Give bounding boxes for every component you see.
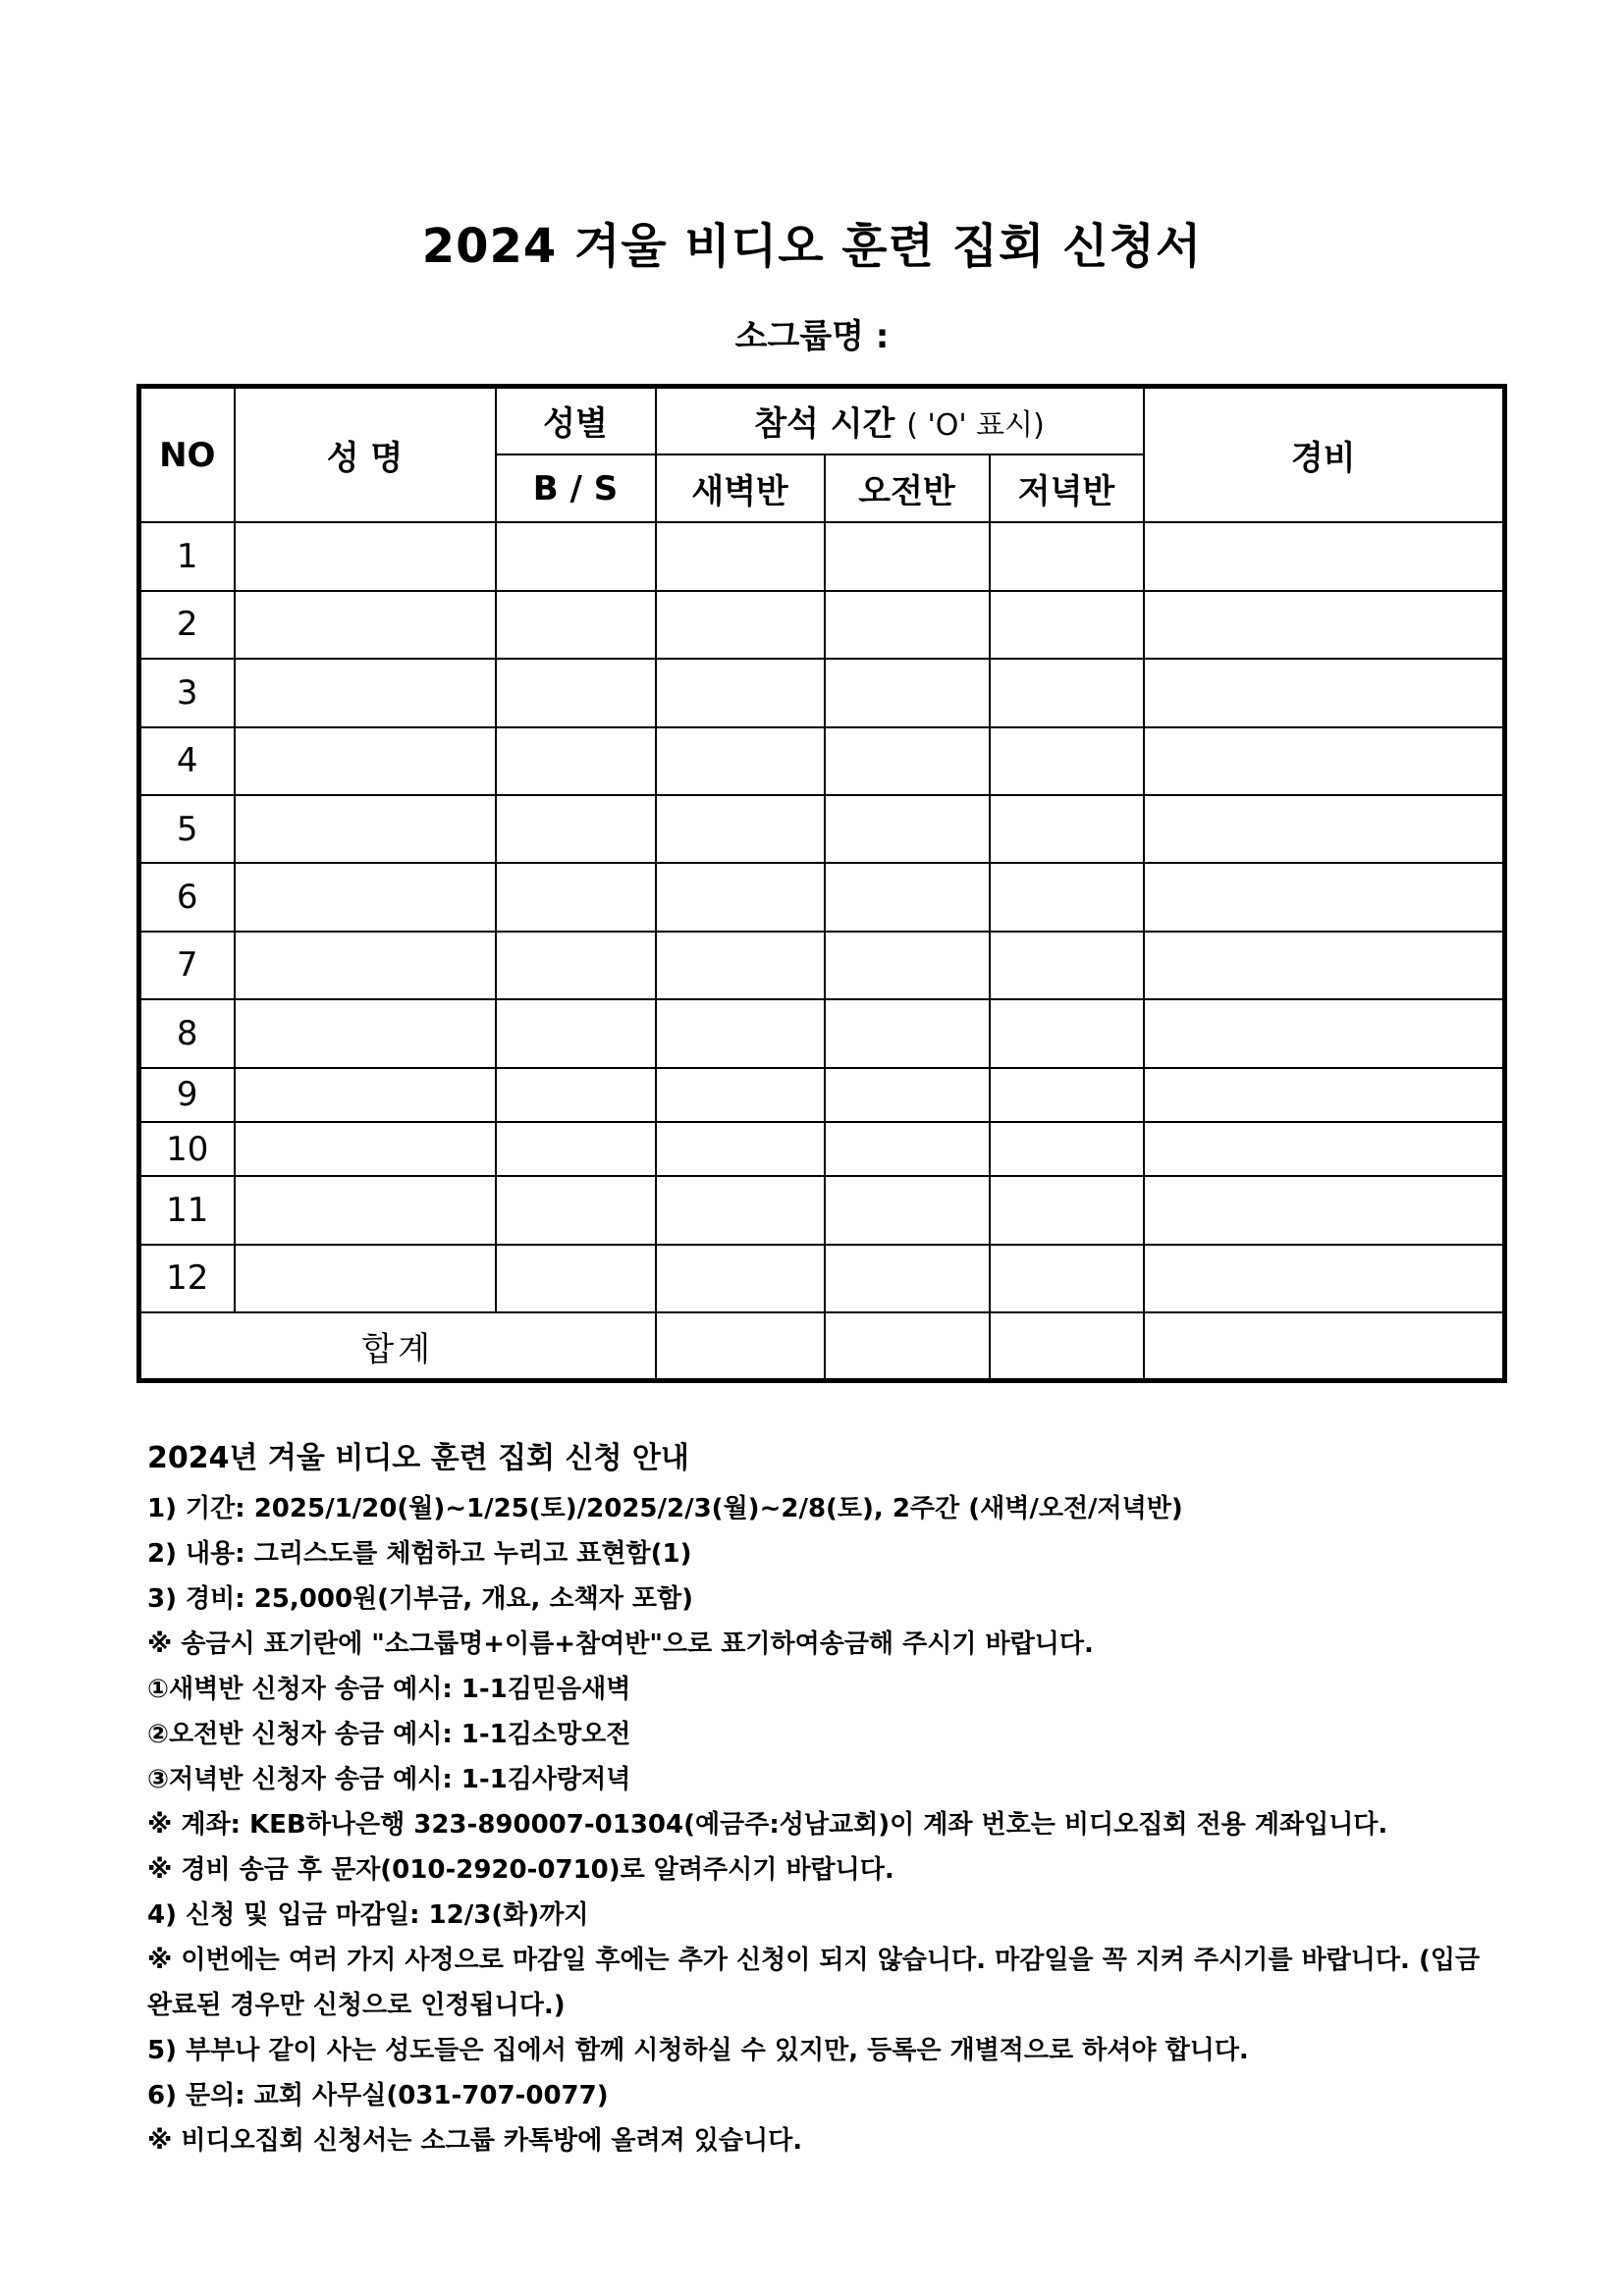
name-cell[interactable] — [235, 1122, 496, 1176]
morning-cell[interactable] — [825, 1068, 990, 1122]
header-attendance-time-label: 참석 시간 — [754, 404, 895, 445]
total-cost-cell[interactable] — [1144, 1312, 1505, 1380]
table-body — [139, 522, 1505, 1312]
info-line: 3) 경비: 25,000원(기부금, 개요, 소책자 포함) — [147, 1584, 693, 1614]
dawn-cell[interactable] — [656, 727, 825, 795]
info-line: 2) 내용: 그리스도를 체험하고 누리고 표현함(1) — [147, 1539, 692, 1569]
gender-cell[interactable] — [496, 1068, 656, 1122]
dawn-cell[interactable] — [656, 591, 825, 659]
table-row — [139, 727, 1505, 795]
dawn-cell[interactable] — [656, 1122, 825, 1176]
table-row — [139, 795, 1505, 863]
info-line: ②오전반 신청자 송금 예시: 1-1김소망오전 — [147, 1720, 631, 1749]
table-row — [139, 1176, 1505, 1244]
evening-cell[interactable] — [990, 591, 1144, 659]
table-row — [139, 1245, 1505, 1312]
gender-cell[interactable] — [496, 863, 656, 931]
cost-cell[interactable] — [1144, 999, 1505, 1067]
cost-cell[interactable] — [1144, 591, 1505, 659]
info-lines — [147, 1486, 1502, 2163]
total-row — [139, 1312, 1505, 1380]
evening-cell[interactable] — [990, 1068, 1144, 1122]
row-number: 3 — [139, 659, 235, 726]
page-title: 2024 겨울 비디오 훈련 집회 신청서 — [421, 219, 1203, 274]
gender-cell[interactable] — [496, 522, 656, 590]
evening-cell[interactable] — [990, 863, 1144, 931]
name-cell[interactable] — [235, 1068, 496, 1122]
name-cell[interactable] — [235, 932, 496, 999]
row-number: 1 — [139, 522, 235, 590]
morning-cell[interactable] — [825, 522, 990, 590]
dawn-cell[interactable] — [656, 1176, 825, 1244]
morning-cell[interactable] — [825, 727, 990, 795]
cost-cell[interactable] — [1144, 727, 1505, 795]
name-cell[interactable] — [235, 795, 496, 863]
morning-cell[interactable] — [825, 795, 990, 863]
name-cell[interactable] — [235, 659, 496, 726]
table-row — [139, 591, 1505, 659]
evening-cell[interactable] — [990, 522, 1144, 590]
header-morning: 오전반 — [825, 454, 990, 522]
info-title: 2024년 겨울 비디오 훈련 집회 신청 안내 — [147, 1441, 689, 1475]
dawn-cell[interactable] — [656, 795, 825, 863]
header-no: NO — [139, 387, 235, 523]
table-row — [139, 999, 1505, 1067]
dawn-cell[interactable] — [656, 1068, 825, 1122]
table-row — [139, 1122, 1505, 1176]
dawn-cell[interactable] — [656, 522, 825, 590]
row-number: 12 — [139, 1245, 235, 1312]
total-morning-cell[interactable] — [825, 1312, 990, 1380]
gender-cell[interactable] — [496, 591, 656, 659]
row-number: 6 — [139, 863, 235, 931]
info-line: ③저녁반 신청자 송금 예시: 1-1김사랑저녁 — [147, 1765, 631, 1794]
cost-cell[interactable] — [1144, 522, 1505, 590]
name-cell[interactable] — [235, 591, 496, 659]
table-row — [139, 1068, 1505, 1122]
morning-cell[interactable] — [825, 932, 990, 999]
row-number: 5 — [139, 795, 235, 863]
morning-cell[interactable] — [825, 1176, 990, 1244]
row-number: 9 — [139, 1068, 235, 1122]
evening-cell[interactable] — [990, 795, 1144, 863]
gender-cell[interactable] — [496, 1122, 656, 1176]
header-gender-sub: B / S — [496, 454, 656, 522]
header-dawn: 새벽반 — [656, 454, 825, 522]
morning-cell[interactable] — [825, 591, 990, 659]
header-name: 성 명 — [235, 387, 496, 523]
dawn-cell[interactable] — [656, 659, 825, 726]
info-line: ※ 이번에는 여러 가지 사정으로 마감일 후에는 추가 신청이 되지 않습니다. 마감일을 꼭 지켜 주시기를 바랍니다. (입금 완료된 경우만 신청으로 인정됩니다.) — [147, 1946, 1481, 2020]
row-number: 2 — [139, 591, 235, 659]
small-group-name-label: 소그룹명 : — [734, 317, 890, 356]
info-line: 4) 신청 및 입금 마감일: 12/3(화)까지 — [147, 1900, 589, 1930]
morning-cell[interactable] — [825, 1122, 990, 1176]
dawn-cell[interactable] — [656, 1245, 825, 1312]
row-number: 11 — [139, 1176, 235, 1244]
evening-cell[interactable] — [990, 999, 1144, 1067]
morning-cell[interactable] — [825, 863, 990, 931]
cost-cell[interactable] — [1144, 795, 1505, 863]
gender-cell[interactable] — [496, 932, 656, 999]
name-cell[interactable] — [235, 1176, 496, 1244]
total-dawn-cell[interactable] — [656, 1312, 825, 1380]
info-line: ※ 비디오집회 신청서는 소그룹 카톡방에 올려져 있습니다. — [147, 2126, 803, 2156]
total-evening-cell[interactable] — [990, 1312, 1144, 1380]
table-row — [139, 863, 1505, 931]
name-cell[interactable] — [235, 863, 496, 931]
cost-cell[interactable] — [1144, 659, 1505, 726]
gender-cell[interactable] — [496, 1176, 656, 1244]
gender-cell[interactable] — [496, 1245, 656, 1312]
info-line: ※ 계좌: KEB하나은행 323-890007-01304(예금주:성남교회)이 계좌 번호는 비디오집회 전용 계좌입니다. — [147, 1810, 1388, 1840]
row-number: 10 — [139, 1122, 235, 1176]
application-table — [136, 384, 1507, 1383]
evening-cell[interactable] — [990, 659, 1144, 726]
name-cell[interactable] — [235, 999, 496, 1067]
dawn-cell[interactable] — [656, 999, 825, 1067]
header-attendance-time — [656, 387, 1144, 454]
info-line: ※ 송금시 표기란에 "소그룹명+이름+참여반"으로 표기하여송금해 주시기 바랍니다. — [147, 1629, 1094, 1659]
gender-cell[interactable] — [496, 999, 656, 1067]
dawn-cell[interactable] — [656, 863, 825, 931]
evening-cell[interactable] — [990, 1245, 1144, 1312]
info-line: 6) 문의: 교회 사무실(031-707-0077) — [147, 2081, 609, 2110]
header-evening: 저녁반 — [990, 454, 1144, 522]
cost-cell[interactable] — [1144, 1122, 1505, 1176]
total-label: 합계 — [139, 1312, 656, 1380]
info-line: 5) 부부나 같이 사는 성도들은 집에서 함께 시청하실 수 있지만, 등록은 개별적으로 하셔야 합니다. — [147, 2036, 1249, 2065]
cost-cell[interactable] — [1144, 863, 1505, 931]
morning-cell[interactable] — [825, 999, 990, 1067]
evening-cell[interactable] — [990, 727, 1144, 795]
morning-cell[interactable] — [825, 1245, 990, 1312]
header-attendance-time-note: ( 'O' 표시) — [906, 408, 1045, 444]
table-row — [139, 659, 1505, 726]
name-cell[interactable] — [235, 522, 496, 590]
info-line: ①새벽반 신청자 송금 예시: 1-1김믿음새벽 — [147, 1675, 631, 1704]
name-cell[interactable] — [235, 1245, 496, 1312]
info-line: ※ 경비 송금 후 문자(010-2920-0710)로 알려주시기 바랍니다. — [147, 1855, 894, 1885]
row-number: 8 — [139, 999, 235, 1067]
gender-cell[interactable] — [496, 795, 656, 863]
cost-cell[interactable] — [1144, 1245, 1505, 1312]
evening-cell[interactable] — [990, 932, 1144, 999]
info-line: 1) 기간: 2025/1/20(월)~1/25(토)/2025/2/3(월)~2/8(토), 2주간 (새벽/오전/저녁반) — [147, 1494, 1183, 1523]
evening-cell[interactable] — [990, 1122, 1144, 1176]
info-section — [147, 1433, 1502, 2163]
gender-cell[interactable] — [496, 659, 656, 726]
evening-cell[interactable] — [990, 1176, 1144, 1244]
dawn-cell[interactable] — [656, 932, 825, 999]
header-cost: 경비 — [1144, 387, 1505, 523]
cost-cell[interactable] — [1144, 1176, 1505, 1244]
table-row — [139, 522, 1505, 590]
name-cell[interactable] — [235, 727, 496, 795]
cost-cell[interactable] — [1144, 932, 1505, 999]
row-number: 7 — [139, 932, 235, 999]
morning-cell[interactable] — [825, 659, 990, 726]
header-gender: 성별 — [496, 387, 656, 454]
table-row — [139, 932, 1505, 999]
cost-cell[interactable] — [1144, 1068, 1505, 1122]
row-number: 4 — [139, 727, 235, 795]
gender-cell[interactable] — [496, 727, 656, 795]
